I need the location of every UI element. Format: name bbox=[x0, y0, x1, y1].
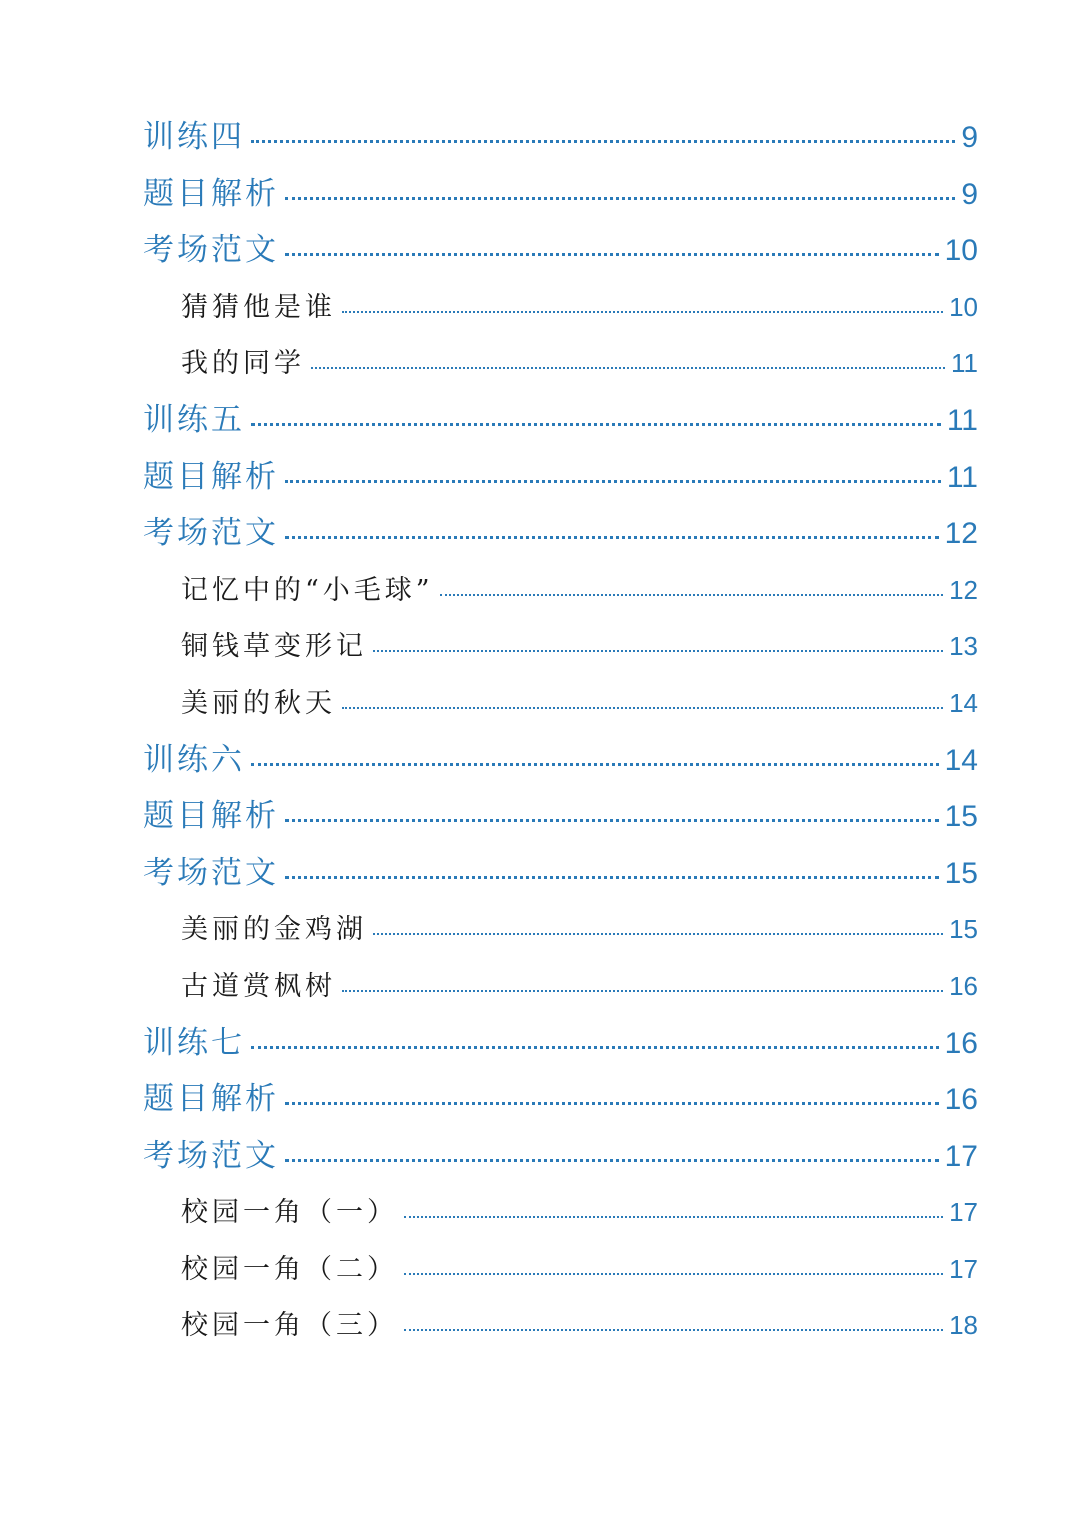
toc-entry-page: 12 bbox=[944, 517, 978, 551]
toc-entry[interactable] bbox=[143, 1009, 978, 1066]
toc-entry[interactable] bbox=[143, 839, 978, 896]
dot-leader bbox=[342, 707, 943, 709]
toc-subentry-title: 校园一角（一） bbox=[181, 1197, 398, 1229]
toc-subentry-page: 11 bbox=[951, 348, 978, 379]
toc-subentry[interactable] bbox=[143, 556, 978, 613]
toc-entry-title: 训练四 bbox=[143, 119, 245, 155]
dot-leader bbox=[404, 1329, 943, 1331]
toc-entry-page: 14 bbox=[944, 743, 978, 777]
dot-leader bbox=[285, 876, 939, 879]
toc-entry-title: 考场范文 bbox=[143, 232, 279, 269]
toc-subentry[interactable] bbox=[143, 273, 978, 330]
toc-entry-page: 17 bbox=[944, 1139, 978, 1173]
toc-entry[interactable] bbox=[143, 216, 978, 273]
dot-leader bbox=[285, 480, 941, 483]
dot-leader bbox=[404, 1273, 943, 1275]
table-of-contents bbox=[143, 103, 978, 1348]
toc-subentry-title: 校园一角（二） bbox=[181, 1253, 398, 1285]
toc-entry-title: 训练六 bbox=[143, 741, 245, 778]
toc-subentry[interactable] bbox=[143, 1178, 978, 1235]
dot-leader bbox=[251, 1046, 939, 1049]
toc-entry-page: 16 bbox=[944, 1026, 978, 1060]
toc-subentry-title: 美丽的金鸡湖 bbox=[181, 914, 367, 946]
toc-subentry-page: 17 bbox=[949, 1197, 978, 1228]
dot-leader bbox=[251, 140, 955, 143]
toc-entry-title: 训练七 bbox=[143, 1024, 245, 1061]
toc-entry-page: 15 bbox=[944, 856, 978, 890]
toc-subentry[interactable] bbox=[143, 1291, 978, 1348]
toc-subentry-page: 12 bbox=[949, 574, 978, 605]
toc-entry[interactable] bbox=[143, 103, 978, 160]
toc-entry[interactable] bbox=[143, 726, 978, 783]
toc-subentry-title: 记忆中的“小毛球” bbox=[181, 574, 434, 606]
toc-subentry-page: 16 bbox=[949, 970, 978, 1001]
toc-entry-title: 考场范文 bbox=[143, 515, 279, 552]
toc-entry-title: 题目解析 bbox=[143, 458, 279, 495]
toc-entry[interactable] bbox=[143, 1065, 978, 1122]
dot-leader bbox=[285, 536, 939, 539]
toc-subentry[interactable] bbox=[143, 329, 978, 386]
toc-entry[interactable] bbox=[143, 499, 978, 556]
dot-leader bbox=[285, 197, 955, 200]
toc-subentry[interactable] bbox=[143, 669, 978, 726]
toc-entry-title: 题目解析 bbox=[143, 798, 279, 835]
toc-subentry-title: 铜钱草变形记 bbox=[181, 631, 367, 663]
dot-leader bbox=[251, 423, 941, 426]
toc-entry[interactable] bbox=[143, 782, 978, 839]
toc-entry-page: 11 bbox=[946, 460, 978, 494]
toc-entry-page: 9 bbox=[961, 121, 978, 154]
dot-leader bbox=[311, 367, 945, 369]
toc-entry-title: 题目解析 bbox=[143, 175, 279, 212]
toc-subentry-title: 我的同学 bbox=[181, 348, 305, 380]
toc-subentry[interactable] bbox=[143, 895, 978, 952]
toc-subentry[interactable] bbox=[143, 952, 978, 1009]
dot-leader bbox=[285, 819, 939, 822]
toc-entry-page: 9 bbox=[961, 177, 978, 211]
dot-leader bbox=[285, 1159, 939, 1162]
toc-subentry-page: 15 bbox=[949, 914, 978, 945]
toc-entry[interactable] bbox=[143, 443, 978, 500]
toc-subentry-title: 古道赏枫树 bbox=[181, 970, 336, 1002]
toc-subentry-page: 18 bbox=[949, 1310, 978, 1341]
dot-leader bbox=[285, 1102, 939, 1105]
toc-subentry-page: 10 bbox=[949, 291, 978, 322]
toc-subentry-title: 猜猜他是谁 bbox=[181, 291, 336, 323]
toc-entry-page: 11 bbox=[946, 403, 978, 437]
toc-subentry[interactable] bbox=[143, 1235, 978, 1292]
toc-subentry-page: 14 bbox=[949, 687, 978, 718]
toc-subentry-title: 美丽的秋天 bbox=[181, 687, 336, 719]
toc-subentry-page: 13 bbox=[949, 631, 978, 662]
toc-entry-title: 训练五 bbox=[143, 401, 245, 438]
toc-entry-page: 10 bbox=[944, 234, 978, 268]
toc-entry[interactable] bbox=[143, 1122, 978, 1179]
toc-subentry-title: 校园一角（三） bbox=[181, 1310, 398, 1342]
dot-leader bbox=[373, 933, 943, 935]
dot-leader bbox=[251, 763, 939, 766]
dot-leader bbox=[285, 253, 939, 256]
dot-leader bbox=[373, 650, 943, 652]
toc-entry-page: 16 bbox=[944, 1083, 978, 1117]
toc-entry-page: 15 bbox=[944, 800, 978, 834]
toc-entry-title: 考场范文 bbox=[143, 1137, 279, 1174]
toc-entry[interactable] bbox=[143, 160, 978, 217]
toc-entry[interactable] bbox=[143, 386, 978, 443]
dot-leader bbox=[342, 990, 943, 992]
dot-leader bbox=[342, 311, 943, 313]
toc-entry-title: 题目解析 bbox=[143, 1081, 279, 1118]
toc-subentry-page: 17 bbox=[949, 1253, 978, 1284]
toc-entry-title: 考场范文 bbox=[143, 854, 279, 891]
dot-leader bbox=[440, 594, 943, 596]
toc-subentry[interactable] bbox=[143, 612, 978, 669]
dot-leader bbox=[404, 1216, 943, 1218]
